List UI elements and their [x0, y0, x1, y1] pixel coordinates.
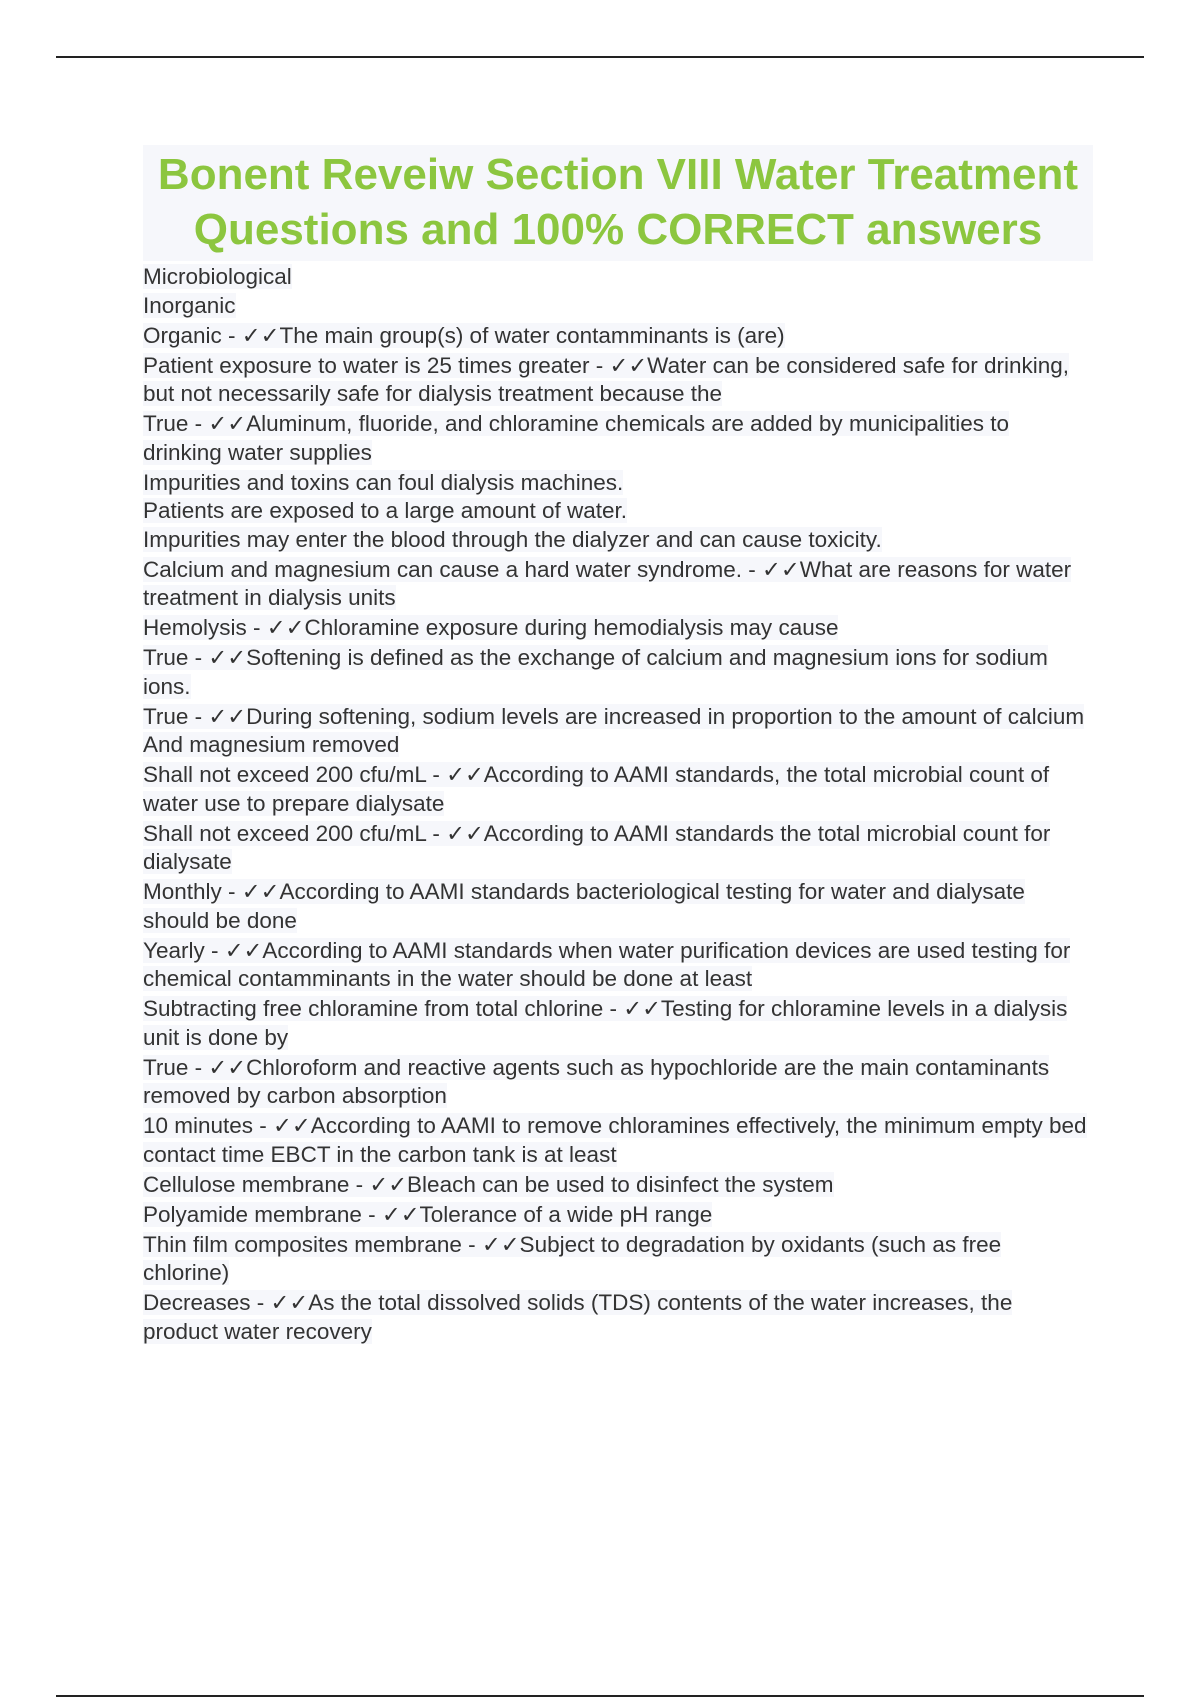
bottom-rule: [56, 1695, 1144, 1697]
top-rule: [56, 56, 1144, 58]
list-item: Cellulose membrane - ✓✓Bleach can be used to disinfect the system: [143, 1171, 834, 1197]
qa-list: [143, 263, 1093, 1346]
list-item: Impurities and toxins can foul dialysis machines.: [143, 469, 624, 495]
list-item: True - ✓✓Chloroform and reactive agents such as hypochloride are the main contaminants removed by carbon absorption: [143, 1054, 1050, 1108]
list-item: True - ✓✓Aluminum, fluoride, and chloramine chemicals are added by municipalities to drinking water supplies: [143, 411, 1010, 465]
list-item: True - ✓✓During softening, sodium levels are increased in proportion to the amount of calcium And magnesium removed: [143, 703, 1085, 757]
list-item: Patient exposure to water is 25 times greater - ✓✓Water can be considered safe for drinking, but not necessarily safe for dialysis treatment because the: [143, 352, 1070, 406]
list-item: Decreases - ✓✓As the total dissolved solids (TDS) contents of the water increases, the product water recovery: [143, 1290, 1013, 1344]
list-item: Thin film composites membrane - ✓✓Subject to degradation by oxidants (such as free chlorine): [143, 1231, 1002, 1285]
list-item: Impurities may enter the blood through the dialyzer and can cause toxicity.: [143, 526, 882, 552]
list-item: Yearly - ✓✓According to AAMI standards when water purification devices are used testing for chemical contamminants in the water should be done at least: [143, 937, 1071, 991]
list-item: Patients are exposed to a large amount of water.: [143, 498, 628, 523]
list-item: 10 minutes - ✓✓According to AAMI to remove chloramines effectively, the minimum empty bed contact time EBCT in the carbon tank is at least: [143, 1113, 1087, 1167]
title-box: [143, 145, 1093, 261]
list-item: Monthly - ✓✓According to AAMI standards bacteriological testing for water and dialysate should be done: [143, 879, 1025, 933]
list-item: Shall not exceed 200 cfu/mL - ✓✓According to AAMI standards, the total microbial count of water use to prepare dialysate: [143, 762, 1050, 816]
list-item: Microbiological: [143, 264, 292, 289]
list-item: Subtracting free chloramine from total chlorine - ✓✓Testing for chloramine levels in a dialysis unit is done by: [143, 996, 1068, 1050]
list-item: Organic - ✓✓The main group(s) of water contamminants is (are): [143, 322, 785, 348]
list-item: True - ✓✓Softening is defined as the exchange of calcium and magnesium ions for sodium ions.: [143, 645, 1048, 699]
list-item: Inorganic: [143, 292, 236, 318]
document-body: [143, 145, 1093, 1348]
document-title: Bonent Reveiw Section VIII Water Treatment Questions and 100% CORRECT answers: [157, 150, 1079, 254]
list-item: Hemolysis - ✓✓Chloramine exposure during hemodialysis may cause: [143, 615, 839, 640]
list-item: Calcium and magnesium can cause a hard water syndrome. - ✓✓What are reasons for water treatment in dialysis units: [143, 556, 1072, 610]
list-item: Shall not exceed 200 cfu/mL - ✓✓According to AAMI standards the total microbial count for dialysate: [143, 820, 1051, 874]
list-item: Polyamide membrane - ✓✓Tolerance of a wide pH range: [143, 1201, 713, 1227]
